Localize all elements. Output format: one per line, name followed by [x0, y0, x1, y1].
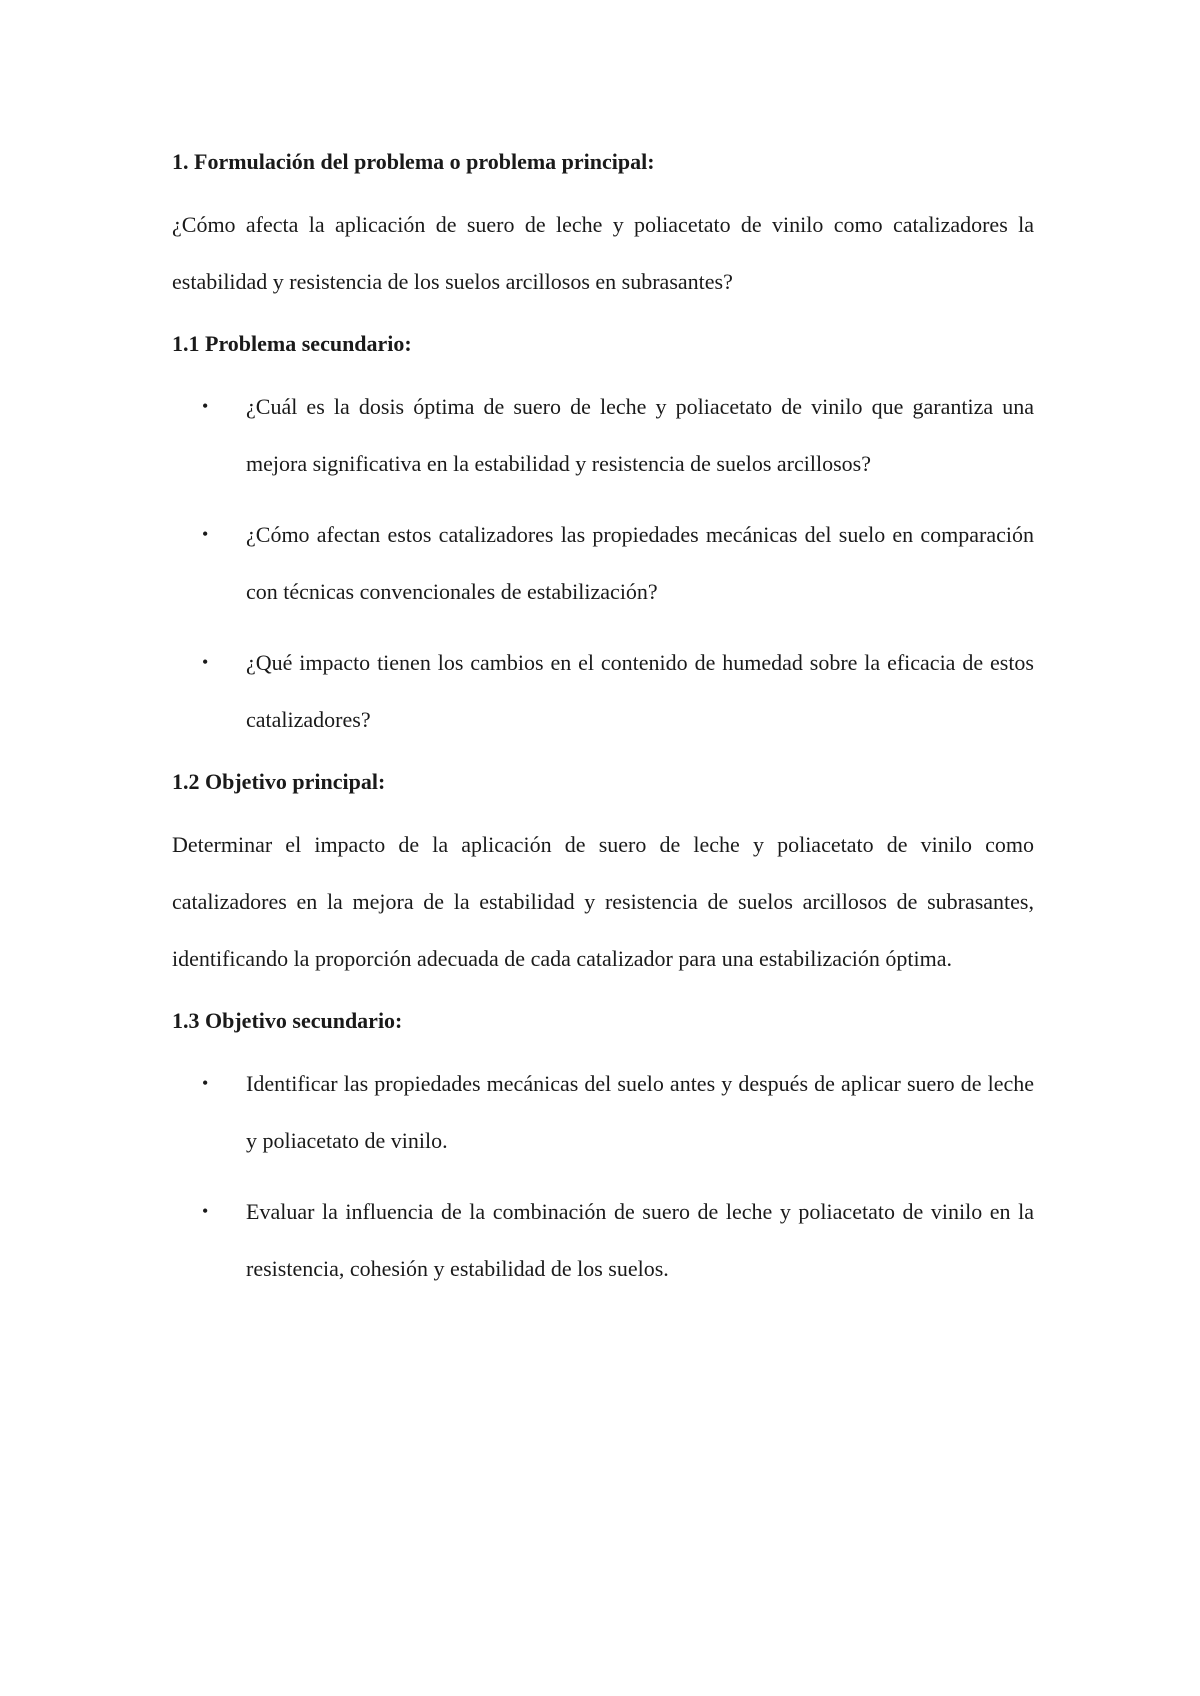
- bullet-icon: •: [202, 1201, 209, 1221]
- list-item-text: ¿Cómo afectan estos catalizadores las propiedades mecánicas del suelo en comparación con técnicas convencionales de estabilización?: [246, 522, 1034, 604]
- bullet-icon: •: [202, 1073, 209, 1093]
- list-item: [172, 634, 1034, 748]
- bullet-icon: •: [202, 396, 209, 416]
- section-heading-problem-formulation: 1. Formulación del problema o problema principal:: [172, 149, 655, 174]
- list-item: [172, 506, 1034, 620]
- list-item-text: ¿Qué impacto tienen los cambios en el contenido de humedad sobre la eficacia de estos catalizadores?: [246, 650, 1034, 732]
- main-problem-question: ¿Cómo afecta la aplicación de suero de leche y poliacetato de vinilo como catalizadores la estabilidad y resistencia de los suelos arcillosos en subrasantes?: [172, 212, 1034, 294]
- bullet-icon: •: [202, 652, 209, 672]
- list-item: [172, 378, 1034, 492]
- main-objective-text: Determinar el impacto de la aplicación de suero de leche y poliacetato de vinilo como catalizadores en la mejora de la estabilidad y resistencia de suelos arcillosos de subrasantes, identificando la proporción adecuada de cada catalizador para una estabilización óptima.: [172, 832, 1034, 971]
- section-heading-secondary-objective: 1.3 Objetivo secundario:: [172, 1008, 403, 1033]
- bullet-icon: •: [202, 524, 209, 544]
- list-item: [172, 1183, 1034, 1297]
- list-item-text: Evaluar la influencia de la combinación de suero de leche y poliacetato de vinilo en la resistencia, cohesión y estabilidad de los suelos.: [246, 1199, 1034, 1281]
- list-item-text: Identificar las propiedades mecánicas del suelo antes y después de aplicar suero de leche y poliacetato de vinilo.: [246, 1071, 1034, 1153]
- section-heading-main-objective: 1.2 Objetivo principal:: [172, 769, 386, 794]
- list-item-text: ¿Cuál es la dosis óptima de suero de leche y poliacetato de vinilo que garantiza una mejora significativa en la estabilidad y resistencia de suelos arcillosos?: [246, 394, 1034, 476]
- document-body: [172, 142, 1034, 1311]
- section-heading-secondary-problem: 1.1 Problema secundario:: [172, 331, 412, 356]
- secondary-problems-list: [172, 378, 1034, 748]
- secondary-objectives-list: [172, 1055, 1034, 1297]
- list-item: [172, 1055, 1034, 1169]
